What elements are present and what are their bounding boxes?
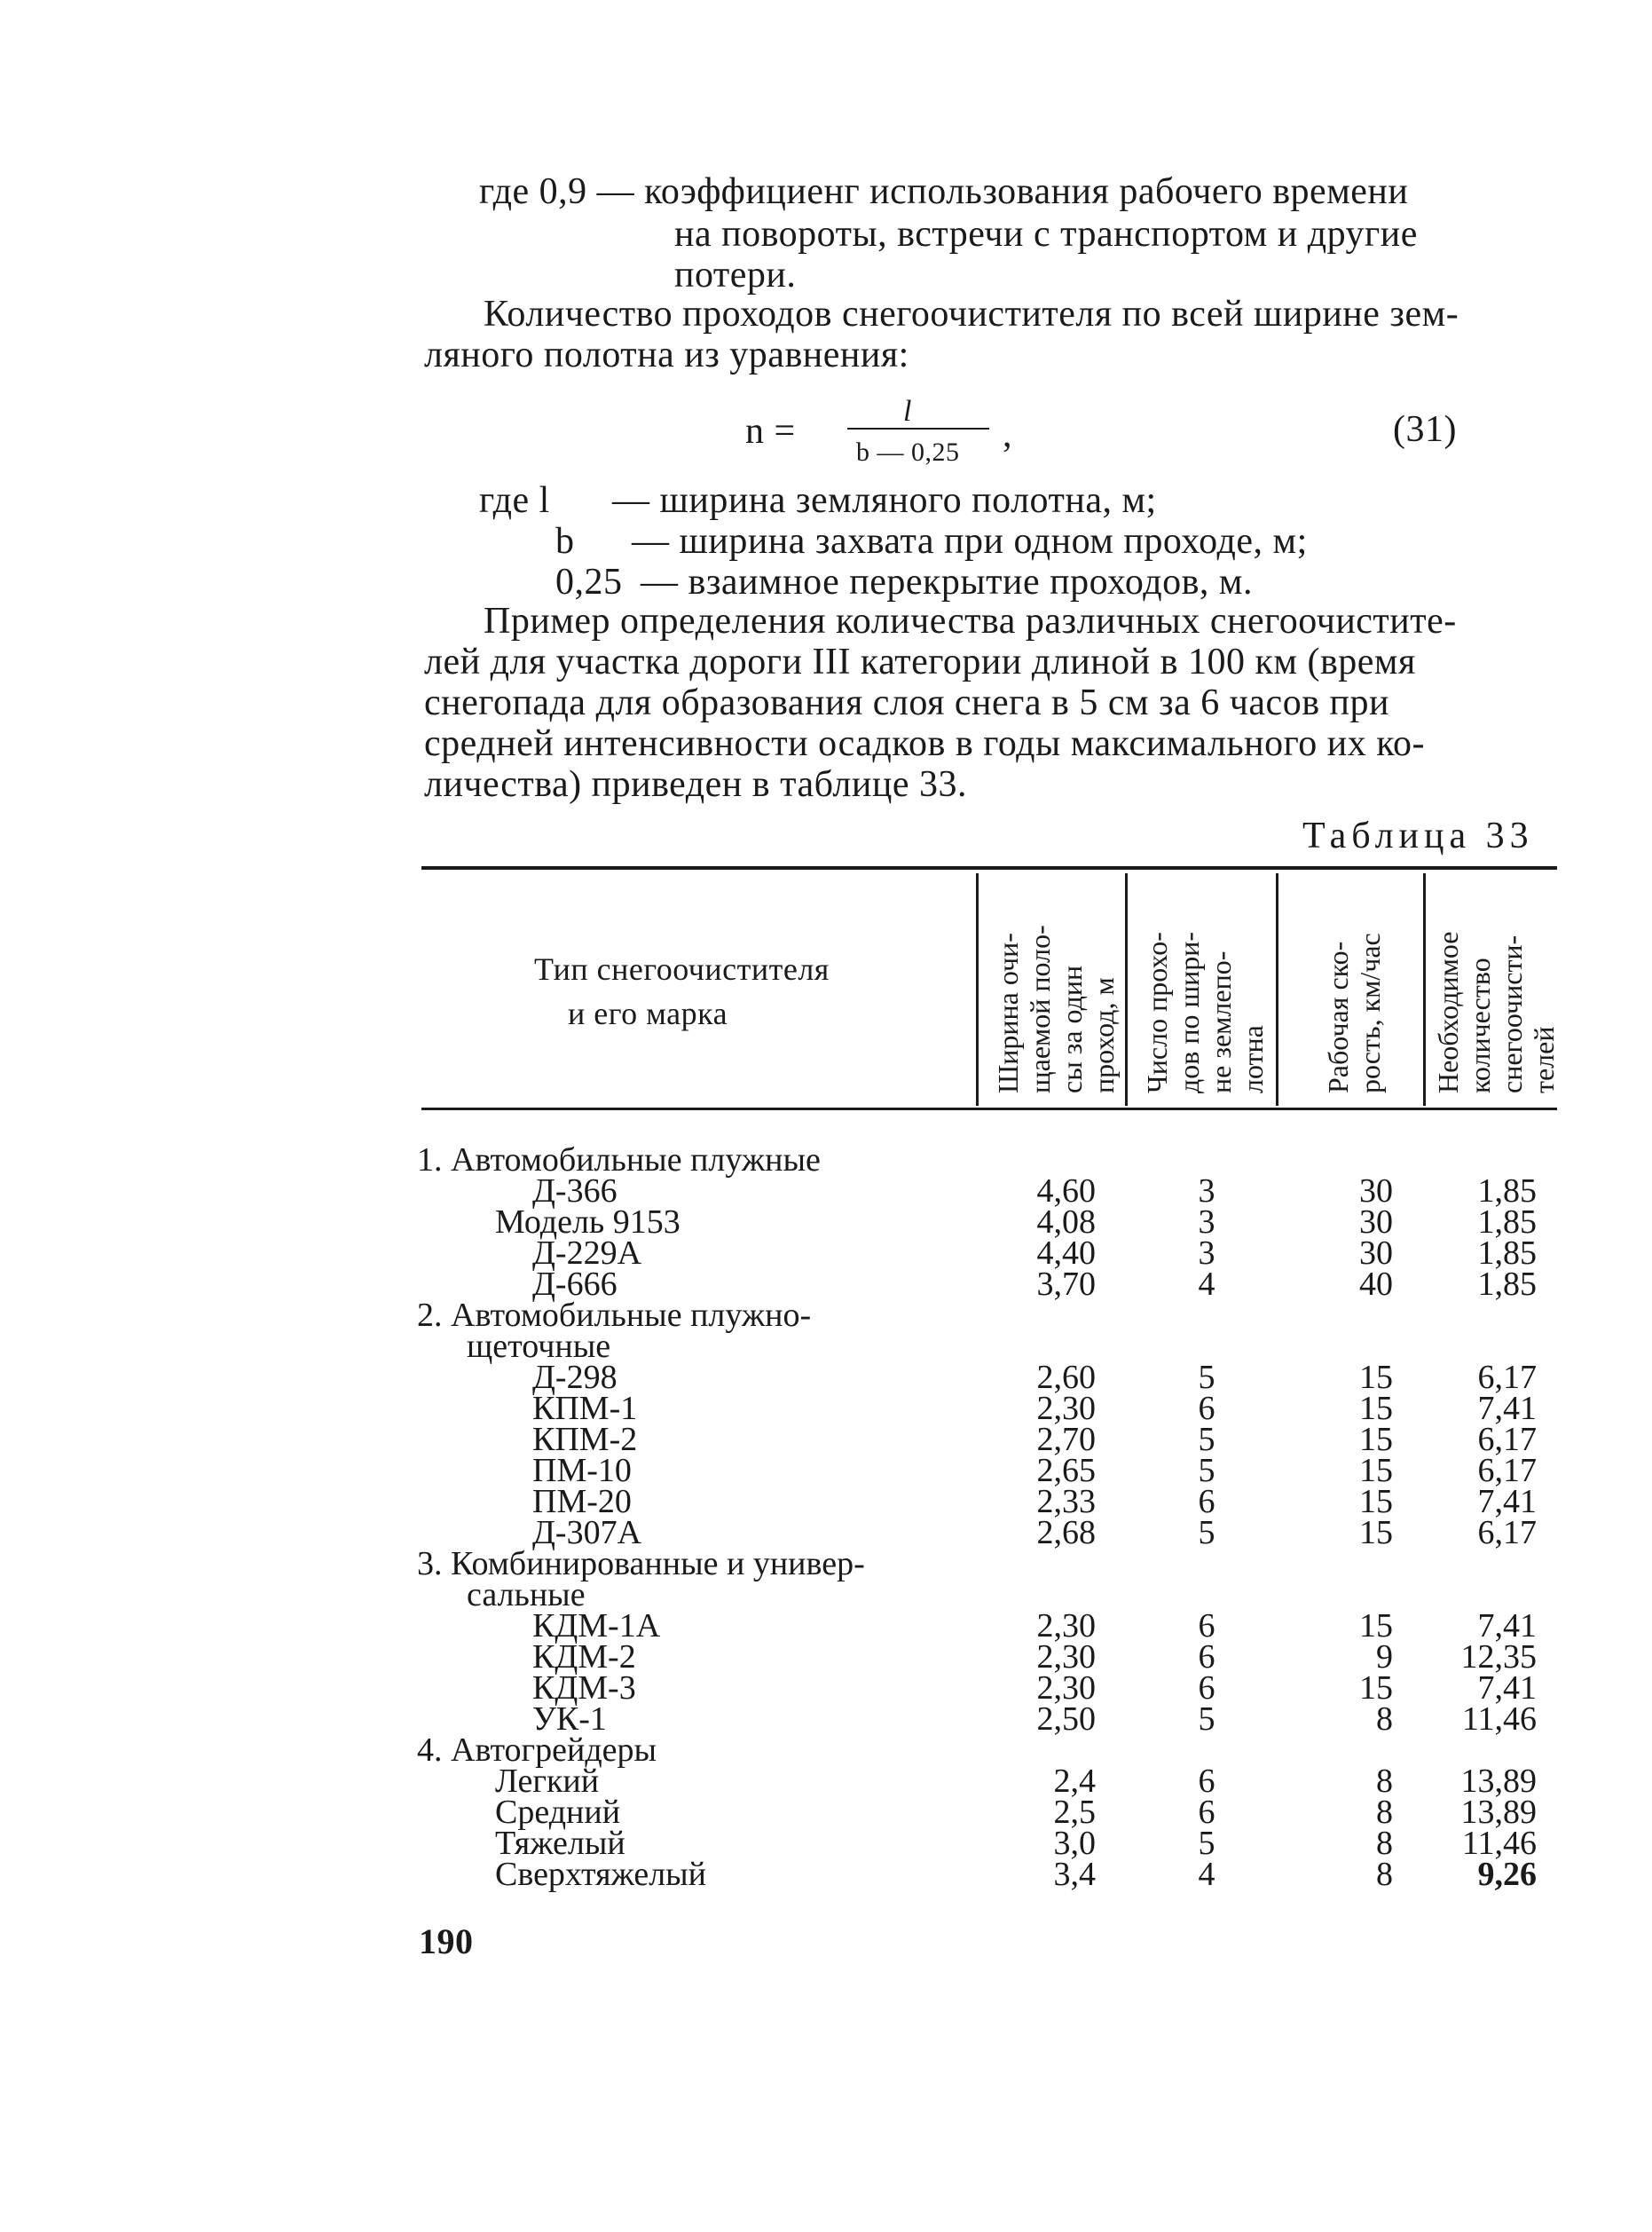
table-row-label: Д-666 bbox=[532, 1266, 618, 1303]
table-row-section: 1. Автомобильные плужные bbox=[417, 1141, 821, 1179]
cell-speed: 8 bbox=[1376, 1763, 1393, 1800]
cell-speed: 40 bbox=[1359, 1266, 1393, 1303]
table-row-label: КДМ-3 bbox=[532, 1669, 636, 1707]
table-caption: Таблица 33 bbox=[1302, 816, 1534, 856]
table-top-rule bbox=[421, 866, 1557, 870]
table-row-section: 4. Автогрейдеры bbox=[417, 1731, 657, 1769]
table-row-label: КПМ-1 bbox=[532, 1390, 638, 1427]
cell-passes: 3 bbox=[1198, 1234, 1215, 1272]
cell-required: 11,46 bbox=[1461, 1825, 1537, 1862]
table-row-label: КПМ-2 bbox=[532, 1421, 638, 1458]
paragraph-line: снегопада для образования слоя снега в 5 см за 6 часов при bbox=[424, 682, 1389, 723]
column-divider bbox=[976, 873, 979, 1106]
table-row-label: ПМ-20 bbox=[532, 1483, 632, 1520]
cell-required: 6,17 bbox=[1477, 1452, 1537, 1489]
paragraph-line: лей для участка дороги III категории длиной в 100 км (время bbox=[424, 642, 1416, 682]
formula-lhs: n = bbox=[745, 411, 796, 452]
header-type: и его марка bbox=[568, 996, 728, 1031]
cell-speed: 8 bbox=[1376, 1794, 1393, 1831]
cell-width: 4,60 bbox=[1036, 1172, 1096, 1210]
cell-passes: 5 bbox=[1198, 1452, 1215, 1489]
cell-speed: 8 bbox=[1376, 1856, 1393, 1893]
table-row-label: Д-307А bbox=[532, 1514, 642, 1551]
cell-passes: 5 bbox=[1198, 1421, 1215, 1458]
cell-width: 2,5 bbox=[1053, 1794, 1096, 1831]
table-row-label: КДМ-1А bbox=[532, 1607, 661, 1644]
cell-passes: 5 bbox=[1198, 1359, 1215, 1396]
cell-passes: 6 bbox=[1198, 1669, 1215, 1707]
cell-required: 6,17 bbox=[1477, 1421, 1537, 1458]
table-row-label: Модель 9153 bbox=[495, 1203, 680, 1241]
text-line: потери. bbox=[674, 255, 797, 296]
cell-width: 4,40 bbox=[1036, 1234, 1096, 1272]
table-row-label: Д-229А bbox=[532, 1234, 642, 1272]
cell-width: 2,60 bbox=[1036, 1359, 1096, 1396]
table-row-section: сальные bbox=[467, 1576, 586, 1613]
cell-required: 1,85 bbox=[1477, 1203, 1537, 1241]
cell-required: 7,41 bbox=[1477, 1483, 1537, 1520]
cell-speed: 15 bbox=[1359, 1607, 1393, 1644]
cell-passes: 6 bbox=[1198, 1763, 1215, 1800]
table-row-label: Сверхтяжелый bbox=[495, 1856, 707, 1893]
column-divider bbox=[1276, 873, 1278, 1106]
text-line: Количество проходов снегоочистителя по всей ширине зем- bbox=[484, 294, 1459, 335]
cell-required: 13,89 bbox=[1460, 1794, 1537, 1831]
cell-passes: 5 bbox=[1198, 1514, 1215, 1551]
formula-denominator: b — 0,25 bbox=[856, 438, 960, 467]
cell-width: 2,50 bbox=[1036, 1700, 1096, 1738]
header-passes: дов по шири- bbox=[1173, 931, 1205, 1093]
header-passes: Число прохо- bbox=[1141, 932, 1173, 1093]
column-divider bbox=[1125, 873, 1128, 1106]
cell-passes: 3 bbox=[1198, 1203, 1215, 1241]
paragraph-line: средней интенсивности осадков в годы максимального их ко- bbox=[424, 723, 1425, 764]
cell-passes: 3 bbox=[1198, 1172, 1215, 1210]
formula-number: (31) bbox=[1393, 409, 1457, 450]
cell-speed: 30 bbox=[1359, 1172, 1393, 1210]
legend-symbol: b bbox=[555, 521, 575, 562]
cell-passes: 4 bbox=[1198, 1856, 1215, 1893]
cell-speed: 15 bbox=[1359, 1483, 1393, 1520]
paragraph-line: личества) приведен в таблице 33. bbox=[424, 764, 967, 805]
text-line: на повороты, встречи с транспортом и другие bbox=[674, 214, 1418, 255]
cell-width: 2,30 bbox=[1036, 1390, 1096, 1427]
cell-required: 6,17 bbox=[1477, 1514, 1537, 1551]
cell-width: 3,4 bbox=[1053, 1856, 1096, 1893]
cell-width: 2,4 bbox=[1053, 1763, 1096, 1800]
cell-width: 2,30 bbox=[1036, 1607, 1096, 1644]
header-width: проход, м bbox=[1088, 977, 1120, 1093]
cell-required: 12,35 bbox=[1460, 1638, 1537, 1676]
legend-symbol: где l bbox=[479, 480, 550, 521]
cell-speed: 30 bbox=[1359, 1203, 1393, 1241]
legend-text: — ширина захвата при одном проходе, м; bbox=[632, 521, 1308, 562]
header-required: Необходимое bbox=[1432, 931, 1464, 1093]
cell-speed: 15 bbox=[1359, 1390, 1393, 1427]
table-row-label: Д-366 bbox=[532, 1172, 618, 1210]
text-line: ляного полотна из уравнения: bbox=[424, 335, 909, 375]
cell-passes: 6 bbox=[1198, 1607, 1215, 1644]
page-number: 190 bbox=[419, 1921, 474, 1961]
cell-width: 2,70 bbox=[1036, 1421, 1096, 1458]
cell-passes: 5 bbox=[1198, 1825, 1215, 1862]
cell-width: 2,30 bbox=[1036, 1669, 1096, 1707]
table-row-label: ПМ-10 bbox=[532, 1452, 632, 1489]
legend-text: — ширина земляного полотна, м; bbox=[612, 480, 1157, 521]
cell-width: 3,0 bbox=[1053, 1825, 1096, 1862]
header-required: снегоочисти- bbox=[1496, 935, 1528, 1093]
cell-width: 2,68 bbox=[1036, 1514, 1096, 1551]
cell-required: 6,17 bbox=[1477, 1359, 1537, 1396]
cell-required: 1,85 bbox=[1477, 1234, 1537, 1272]
header-width: щаемой поло- bbox=[1024, 925, 1056, 1093]
formula-comma: , bbox=[1003, 414, 1012, 455]
table-row-label: Д-298 bbox=[532, 1359, 618, 1396]
cell-speed: 15 bbox=[1359, 1421, 1393, 1458]
table-row-section: щеточные bbox=[467, 1328, 611, 1365]
table-row-label: Тяжелый bbox=[495, 1825, 625, 1862]
paragraph-line: Пример определения количества различных снегоочистите- bbox=[484, 601, 1457, 642]
cell-passes: 6 bbox=[1198, 1638, 1215, 1676]
table-header-rule bbox=[421, 1108, 1557, 1110]
cell-speed: 9 bbox=[1376, 1638, 1393, 1676]
cell-required: 11,46 bbox=[1461, 1700, 1537, 1738]
header-required: телей bbox=[1528, 1026, 1560, 1093]
cell-required: 7,41 bbox=[1477, 1390, 1537, 1427]
formula-numerator: l bbox=[903, 395, 912, 428]
cell-width: 4,08 bbox=[1036, 1203, 1096, 1241]
fraction-bar bbox=[847, 428, 989, 430]
header-passes: лотна bbox=[1237, 1025, 1269, 1093]
cell-required: 13,89 bbox=[1460, 1763, 1537, 1800]
table-row-label: Средний bbox=[495, 1794, 621, 1831]
legend-symbol: 0,25 bbox=[555, 562, 623, 603]
table-row-section: 2. Автомобильные плужно- bbox=[417, 1297, 812, 1334]
cell-width: 2,33 bbox=[1036, 1483, 1096, 1520]
header-speed: рость, км/час bbox=[1354, 933, 1386, 1093]
table-row-section: 3. Комбинированные и универ- bbox=[417, 1545, 865, 1582]
cell-speed: 8 bbox=[1376, 1700, 1393, 1738]
cell-width: 3,70 bbox=[1036, 1266, 1096, 1303]
cell-speed: 15 bbox=[1359, 1669, 1393, 1707]
cell-speed: 8 bbox=[1376, 1825, 1393, 1862]
cell-required: 1,85 bbox=[1477, 1172, 1537, 1210]
cell-passes: 4 bbox=[1198, 1266, 1215, 1303]
cell-required: 7,41 bbox=[1477, 1669, 1537, 1707]
cell-passes: 6 bbox=[1198, 1794, 1215, 1831]
cell-required: 1,85 bbox=[1477, 1266, 1537, 1303]
table-row-label: КДМ-2 bbox=[532, 1638, 636, 1676]
cell-speed: 15 bbox=[1359, 1452, 1393, 1489]
table-row-label: Легкий bbox=[495, 1763, 600, 1800]
header-width: сы за один bbox=[1056, 965, 1088, 1093]
cell-speed: 15 bbox=[1359, 1514, 1393, 1551]
header-width: Ширина очи- bbox=[992, 933, 1024, 1093]
cell-width: 2,30 bbox=[1036, 1638, 1096, 1676]
header-speed: Рабочая ско- bbox=[1322, 941, 1354, 1093]
cell-speed: 15 bbox=[1359, 1359, 1393, 1396]
header-passes: не землепо- bbox=[1205, 950, 1237, 1093]
column-divider bbox=[1423, 873, 1426, 1106]
cell-passes: 6 bbox=[1198, 1483, 1215, 1520]
header-required: количество bbox=[1464, 958, 1496, 1093]
cell-passes: 6 bbox=[1198, 1390, 1215, 1427]
table-row-label: УК-1 bbox=[532, 1700, 607, 1738]
cell-passes: 5 bbox=[1198, 1700, 1215, 1738]
cell-width: 2,65 bbox=[1036, 1452, 1096, 1489]
cell-required: 9,26 bbox=[1477, 1856, 1537, 1893]
text-line: где 0,9 — коэффициенг использования рабочего времени bbox=[479, 171, 1409, 212]
legend-text: — взаимное перекрытие проходов, м. bbox=[641, 562, 1254, 603]
cell-speed: 30 bbox=[1359, 1234, 1393, 1272]
cell-required: 7,41 bbox=[1477, 1607, 1537, 1644]
header-type: Тип снегоочистителя bbox=[534, 951, 830, 987]
